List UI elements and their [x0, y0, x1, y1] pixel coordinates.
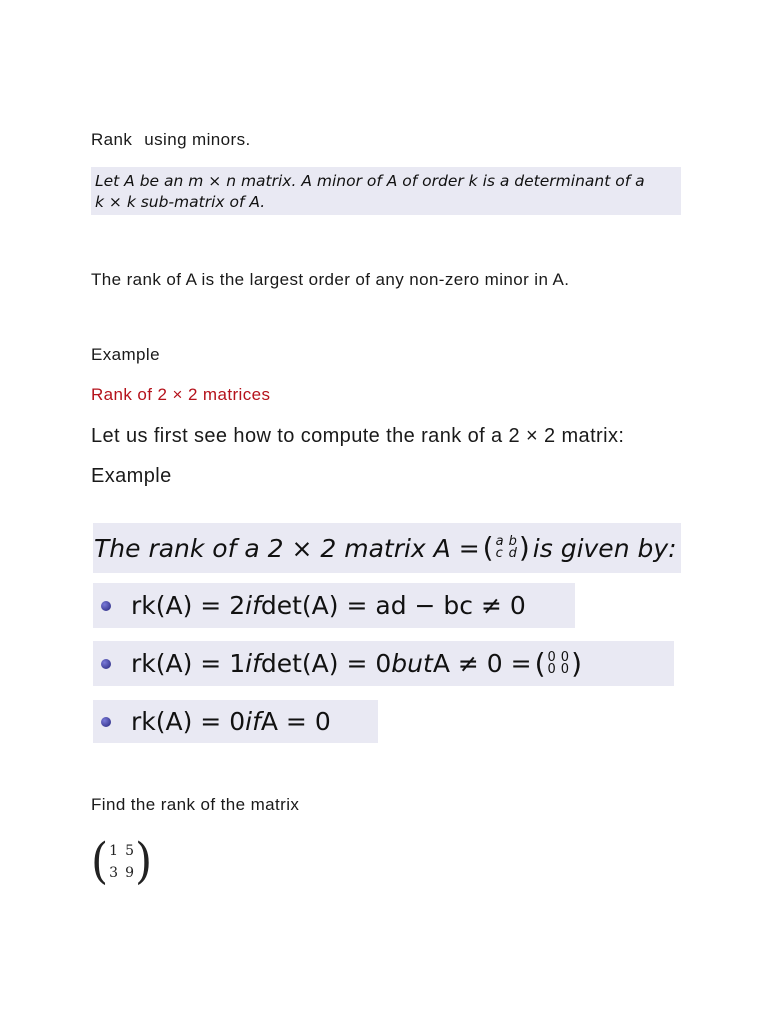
rule-rank1-mid: det(A) = 0	[260, 649, 392, 678]
matrix-cell: d	[508, 546, 517, 561]
definition-line-2: k × k sub-matrix of A.	[95, 193, 266, 211]
matrix-cell: a	[495, 534, 504, 549]
rule-rank-0	[93, 700, 378, 743]
heading-word-using-minors: using minors.	[144, 130, 251, 149]
rule-rank0-lhs: rk(A) = 0	[131, 707, 246, 736]
matrix-cell: c	[495, 546, 503, 561]
matrix-cell: 1	[109, 843, 119, 859]
rank-statement: The rank of A is the largest order of any non-zero minor in A.	[91, 270, 570, 289]
matrix-cell: 0	[547, 661, 556, 677]
rule-title-pre: The rank of a 2 × 2 matrix A =	[94, 533, 480, 563]
rule-rank0-rhs: A = 0	[260, 707, 331, 736]
page-heading	[91, 130, 251, 150]
matrix-cell: 3	[109, 865, 119, 881]
matrix-cell: 0	[560, 649, 570, 665]
example-matrix	[91, 833, 153, 890]
rule-box-title	[93, 523, 681, 573]
right-paren: )	[135, 833, 153, 890]
rule-rank2-rhs: det(A) = ad − bc ≠ 0	[260, 591, 526, 620]
rule-rank-1	[93, 641, 674, 686]
general-matrix: ( a b c d )	[482, 531, 530, 564]
matrix-cell: 0	[547, 649, 556, 665]
rule-rank2-if: if	[245, 591, 261, 620]
matrix-cell: b	[508, 534, 517, 549]
rule-rank2-lhs: rk(A) = 2	[131, 591, 246, 620]
rule-title-post: is given by:	[532, 533, 677, 563]
example-label-1: Example	[91, 345, 160, 364]
heading-word-rank: Rank	[91, 130, 133, 149]
rule-rank0-if: if	[245, 707, 261, 736]
rule-rank1-rhs: A ≠ 0 =	[432, 649, 532, 678]
matrix-cell: 0	[560, 661, 570, 677]
definition-line-1: Let A be an m × n matrix. A minor of A of order k is a determinant of a	[95, 172, 645, 190]
bullet-icon	[101, 601, 111, 611]
matrix-cell: 9	[125, 865, 135, 881]
definition-box	[91, 167, 681, 215]
section-subtitle: Rank of 2 × 2 matrices	[91, 385, 271, 404]
rule-rank-2	[93, 583, 575, 628]
matrix-cell: 5	[125, 843, 135, 859]
example-label-2: Example	[91, 465, 172, 487]
intro-text: Let us first see how to compute the rank of a 2 × 2 matrix:	[91, 425, 625, 447]
rule-rank1-but: but	[391, 649, 433, 678]
find-rank-prompt: Find the rank of the matrix	[91, 795, 300, 814]
left-paren: (	[91, 833, 109, 890]
bullet-icon	[101, 659, 111, 669]
rule-rank1-if: if	[245, 649, 261, 678]
rule-rank1-lhs: rk(A) = 1	[131, 649, 246, 678]
bullet-icon	[101, 717, 111, 727]
zero-matrix: ( 0 0 0 0 )	[534, 646, 583, 680]
